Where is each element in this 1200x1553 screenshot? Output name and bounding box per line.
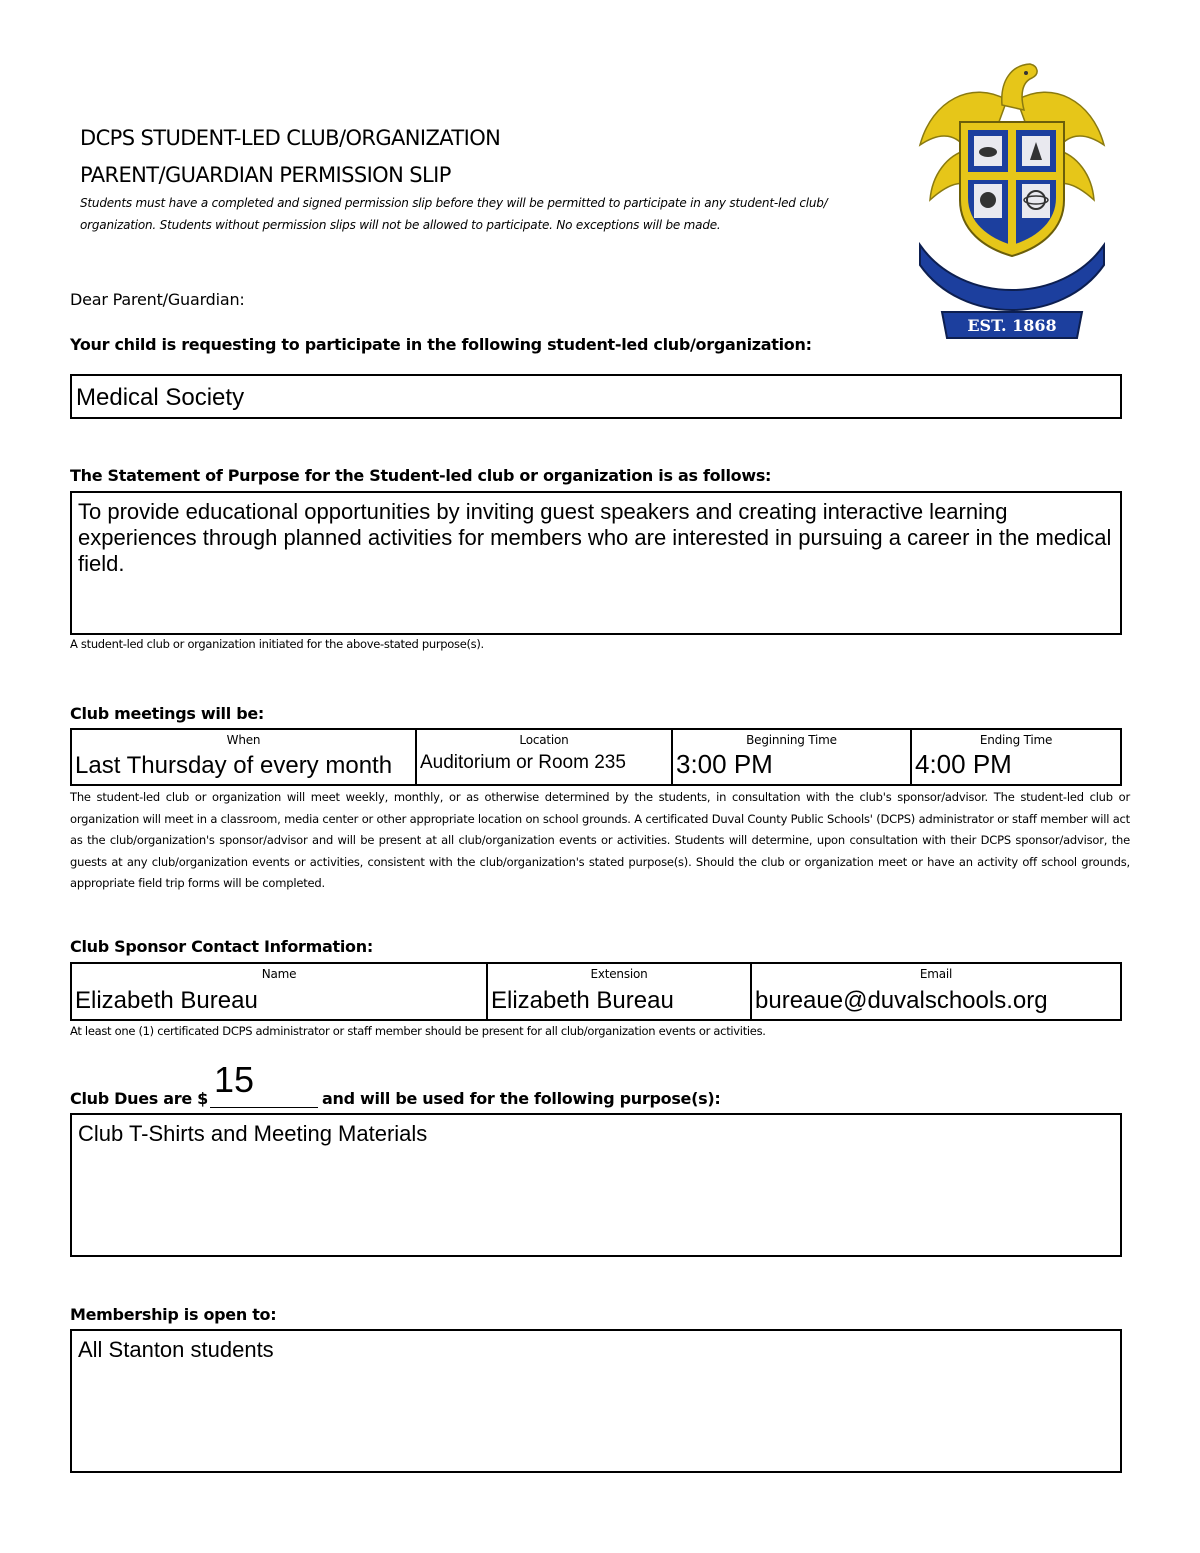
permission-notice: Students must have a completed and signed permission slip before they will be permitted to participate in any student-led club/ organization. Students without permission slips will not be allowed to participate. No exceptions will be made. xyxy=(80,196,828,232)
sponsor-name-cell[interactable] xyxy=(72,964,488,1019)
meetings-table xyxy=(70,728,1122,786)
membership-field[interactable] xyxy=(70,1329,1122,1473)
greeting: Dear Parent/Guardian: xyxy=(70,290,245,309)
sponsor-name-header: Name xyxy=(261,967,297,981)
meeting-location-header: Location xyxy=(519,733,569,747)
sponsor-email-header: Email xyxy=(919,967,953,981)
meetings-label: Club meetings will be: xyxy=(70,704,264,723)
form-title-line2: PARENT/GUARDIAN PERMISSION SLIP xyxy=(80,163,451,187)
meeting-when-cell[interactable] xyxy=(72,730,417,784)
purpose-footnote: A student-led club or organization initiated for the above-stated purpose(s). xyxy=(70,637,484,651)
purpose-field[interactable] xyxy=(70,491,1122,635)
membership-value: All Stanton students xyxy=(78,1337,274,1362)
form-title-line1: DCPS STUDENT-LED CLUB/ORGANIZATION xyxy=(80,126,501,150)
meeting-begin-header: Beginning Time xyxy=(746,733,837,747)
club-name-field[interactable] xyxy=(70,374,1122,419)
meeting-location-value: Auditorium or Room 235 xyxy=(420,752,626,773)
meeting-end-value: 4:00 PM xyxy=(915,749,1012,779)
sponsor-table xyxy=(70,962,1122,1021)
meeting-location-cell[interactable] xyxy=(417,730,673,784)
school-crest-logo xyxy=(912,60,1112,345)
dues-amount-line xyxy=(210,1107,318,1108)
meeting-when-value: Last Thursday of every month xyxy=(75,752,393,779)
meeting-begin-cell[interactable] xyxy=(673,730,912,784)
meeting-begin-value: 3:00 PM xyxy=(676,749,773,779)
sponsor-extension-value: Elizabeth Bureau xyxy=(491,987,674,1014)
crest-est-text: EST. 1868 xyxy=(967,316,1057,335)
club-label: Your child is requesting to participate in the following student-led club/organization: xyxy=(70,335,812,354)
club-name-value: Medical Society xyxy=(76,384,245,411)
purpose-label: The Statement of Purpose for the Student-led club or organization is as follows: xyxy=(70,466,772,485)
meetings-paragraph: The student-led club or organization will meet weekly, monthly, or as otherwise determined by the students, in consultation with the club's sponsor/advisor. The student-led club or organization will meet in a classroom, media center or other appropriate location on school grounds. A certificated Duval County Public Schools' (DCPS) administrator or staff member will act as the club/organization's sponsor/advisor and will be present at all club/organization events or activities. Students will determine, upon consultation with their DCPS sponsor/advisor, the guests at any club/organization events or activities, consistent with the club/organization's stated purpose(s). Should the club or organization meet or have an activity off school grounds, appropriate field trip forms will be completed. xyxy=(70,790,1130,890)
sponsor-name-value: Elizabeth Bureau xyxy=(75,987,258,1014)
meeting-when-header: When xyxy=(226,733,261,747)
sponsor-email-cell[interactable] xyxy=(752,964,1120,1019)
sponsor-extension-cell[interactable] xyxy=(488,964,752,1019)
purpose-value: To provide educational opportunities by inviting guest speakers and creating interactive learning experiences through planned activities for members who are interested in pursuing a career in the medical field. xyxy=(78,499,1112,576)
crest-banner-text: OLLEGE PREPARATO xyxy=(927,238,1097,287)
dues-label-before: Club Dues are $ xyxy=(70,1089,209,1108)
sponsor-extension-header: Extension xyxy=(590,967,648,981)
meeting-end-header: Ending Time xyxy=(979,733,1053,747)
membership-label: Membership is open to: xyxy=(70,1305,277,1324)
sponsor-email-value: bureaue@duvalschools.org xyxy=(755,987,1048,1014)
dues-purpose-field[interactable] xyxy=(70,1113,1122,1257)
dues-label-after: and will be used for the following purpose(s): xyxy=(322,1089,721,1108)
dues-purpose-value: Club T-Shirts and Meeting Materials xyxy=(78,1121,428,1146)
dues-amount-value[interactable]: 15 xyxy=(214,1059,255,1100)
sponsor-footnote: At least one (1) certificated DCPS administrator or staff member should be present for all club/organization events or activities. xyxy=(70,1024,766,1038)
meeting-end-cell[interactable] xyxy=(912,730,1120,784)
sponsor-label: Club Sponsor Contact Information: xyxy=(70,937,373,956)
